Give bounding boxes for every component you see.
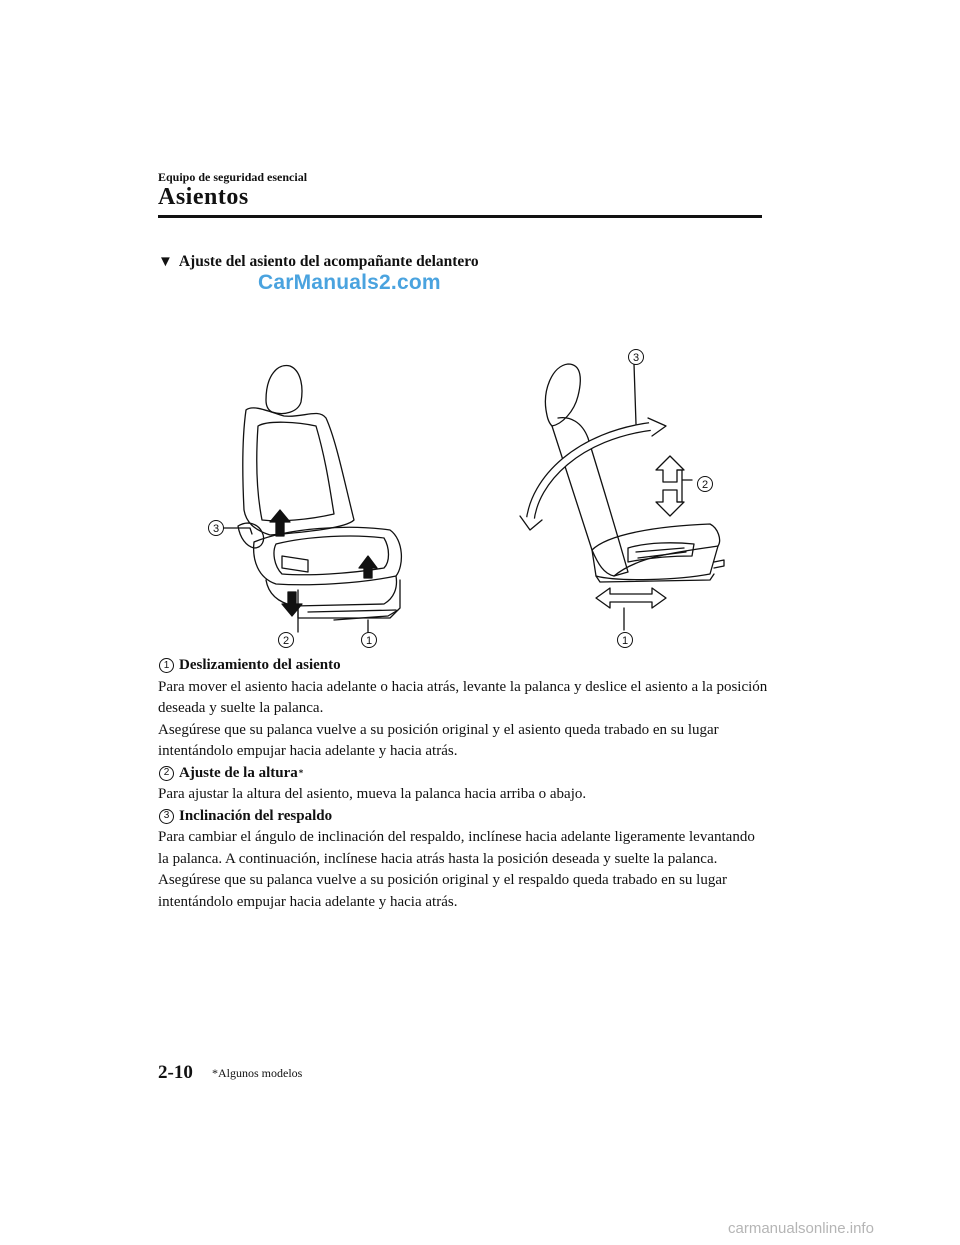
callout-2-left (279, 633, 294, 648)
watermark-bottom[interactable]: carmanualsonline.info (728, 1220, 874, 1237)
item-1-title: Deslizamiento del asiento (179, 657, 341, 673)
callout-1-left (362, 633, 377, 648)
item-3-paragraph-2: Asegúrese que su palanca vuelve a su posición original y el respaldo queda trabado en su lugar intentándolo empujar hacia adelante y hacia atrás. (158, 872, 727, 910)
page-number: 2-10 (158, 1062, 193, 1083)
triangle-down-icon: ▼ (158, 253, 173, 270)
subsection-heading (158, 253, 479, 271)
item-2-heading (158, 763, 768, 785)
callout-3-left-label: 3 (212, 523, 220, 535)
item-2-number: 2 (159, 766, 174, 781)
watermark-top[interactable]: CarManuals2.com (258, 271, 441, 294)
section-label: Equipo de seguridad esencial (158, 170, 308, 184)
footnote: *Algunos modelos (212, 1066, 303, 1080)
chapter-title: Asientos (158, 184, 249, 210)
callout-2-left-label: 2 (282, 635, 290, 647)
item-2-title-mark: * (298, 767, 304, 778)
item-2-paragraph-1: Para ajustar la altura del asiento, mueva la palanca hacia arriba o abajo. (158, 786, 587, 802)
item-1-paragraph-2: Asegúrese que su palanca vuelve a su posición original y el asiento queda trabado en su lugar intentándolo empujar hacia adelante y hacia atrás. (158, 721, 719, 759)
callout-3-right-label: 3 (632, 352, 640, 364)
item-1-heading (158, 655, 768, 677)
callout-1-left-label: 1 (365, 635, 373, 647)
item-3-title: Inclinación del respaldo (179, 807, 333, 824)
seat-front-view (238, 366, 401, 620)
header-rule (158, 215, 762, 218)
subsection-title: Ajuste del asiento del acompañante delantero (178, 253, 479, 270)
callout-1-right-label: 1 (621, 635, 629, 647)
seat-adjustment-figure (158, 330, 762, 655)
callout-2-right-label: 2 (701, 479, 709, 491)
instructions-body (158, 655, 768, 913)
callout-3-left (209, 521, 224, 536)
item-1-paragraph-1: Para mover el asiento hacia adelante o hacia atrás, levante la palanca y deslice el asiento a la posición deseada y suelte la palanca. (158, 678, 768, 716)
callout-3-right (629, 350, 644, 365)
callout-1-right (618, 633, 633, 648)
item-1-number: 1 (159, 658, 174, 673)
item-3-number: 3 (159, 809, 174, 824)
item-2-title: Ajuste de la altura (179, 764, 298, 781)
item-3-paragraph-1: Para cambiar el ángulo de inclinación del respaldo, inclínese hacia adelante ligeramente levantando la palanca. A continuación, inclínese hacia atrás hasta la posición deseada y suelte la palanca. (158, 829, 755, 867)
seat-side-view (520, 364, 724, 608)
item-3-heading (158, 806, 768, 828)
callout-2-right (698, 477, 713, 492)
